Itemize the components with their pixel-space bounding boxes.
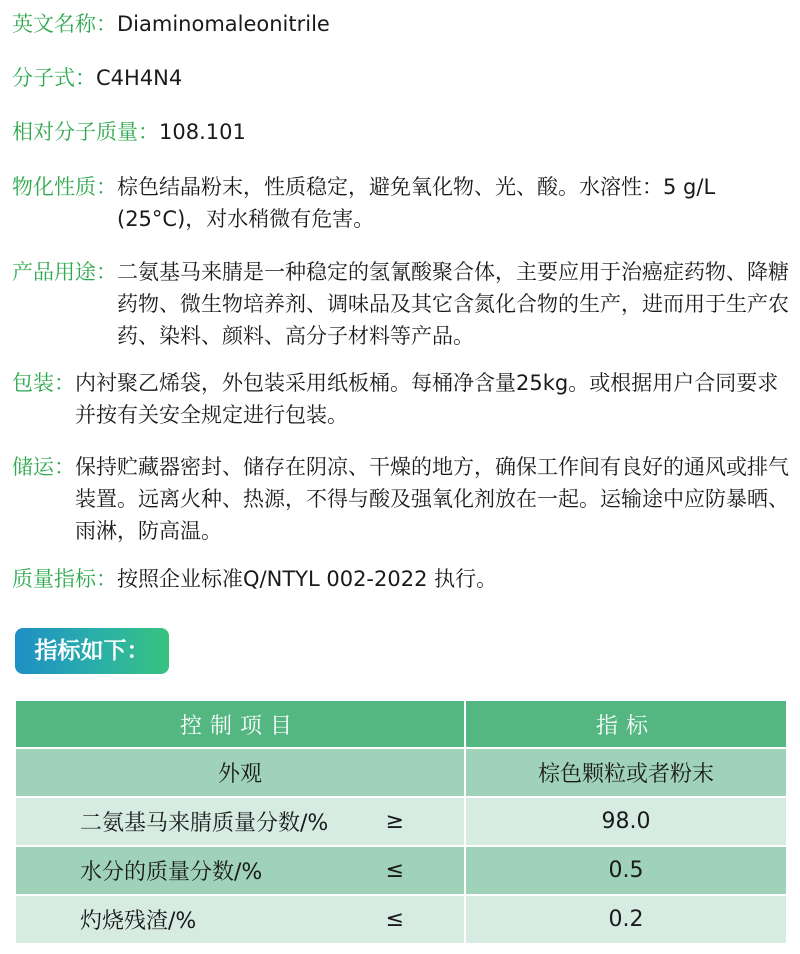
info-value: C4H4N4 bbox=[96, 66, 183, 90]
info-label: 物化性质： bbox=[12, 175, 117, 199]
row-operator: ≥ bbox=[385, 809, 404, 834]
table-row bbox=[15, 797, 787, 846]
info-packaging bbox=[12, 367, 790, 431]
table-row bbox=[15, 748, 787, 797]
info-label: 英文名称： bbox=[12, 12, 117, 36]
info-english-name bbox=[12, 8, 790, 40]
table-row bbox=[15, 846, 787, 895]
info-value: 按照企业标准Q/NTYL 002-2022 执行。 bbox=[117, 567, 498, 591]
row-item: 水分的质量分数/% bbox=[80, 860, 263, 885]
row-item: 外观 bbox=[15, 748, 465, 797]
row-operator: ≤ bbox=[385, 858, 404, 883]
header-control-item: 控制项目 bbox=[15, 700, 465, 748]
table-row bbox=[15, 895, 787, 944]
row-value: 98.0 bbox=[465, 797, 787, 846]
spec-banner: 指标如下： bbox=[15, 628, 169, 674]
info-value: 108.101 bbox=[159, 120, 246, 144]
info-label: 产品用途： bbox=[12, 260, 117, 284]
spec-table-header bbox=[15, 700, 787, 748]
info-value: 内衬聚乙烯袋，外包装采用纸板桶。每桶净含量25kg。或根据用户合同要求并按有关安全规定进行包装。 bbox=[75, 371, 779, 427]
info-quality-standard bbox=[12, 563, 790, 595]
info-value: 二氨基马来腈是一种稳定的氢氰酸聚合体，主要应用于治癌症药物、降糖药物、微生物培养剂、调味品及其它含氮化合物的生产，进而用于生产农药、染料、颜料、高分子材料等产品。 bbox=[117, 260, 789, 348]
info-molecular-weight bbox=[12, 116, 790, 148]
header-indicator: 指标 bbox=[465, 700, 787, 748]
info-applications bbox=[12, 256, 790, 352]
row-value: 0.5 bbox=[465, 846, 787, 895]
info-storage bbox=[12, 451, 790, 547]
info-formula bbox=[12, 62, 790, 94]
info-label: 质量指标： bbox=[12, 567, 117, 591]
row-item: 灼烧残渣/% bbox=[80, 909, 197, 934]
info-label: 包装： bbox=[12, 371, 75, 395]
info-value: Diaminomaleonitrile bbox=[117, 12, 330, 36]
spec-table bbox=[14, 699, 788, 945]
info-value: 棕色结晶粉末，性质稳定，避免氧化物、光、酸。水溶性：5 g/L (25°C)，对水稍微有危害。 bbox=[117, 175, 716, 231]
info-label: 储运： bbox=[12, 455, 75, 479]
row-value: 棕色颗粒或者粉末 bbox=[465, 748, 787, 797]
info-label: 相对分子质量： bbox=[12, 120, 159, 144]
info-label: 分子式： bbox=[12, 66, 96, 90]
info-properties bbox=[12, 171, 790, 235]
row-value: 0.2 bbox=[465, 895, 787, 944]
row-operator: ≤ bbox=[385, 907, 404, 932]
info-value: 保持贮藏器密封、储存在阴凉、干燥的地方，确保工作间有良好的通风或排气装置。远离火种、热源，不得与酸及强氧化剂放在一起。运输途中应防暴晒、雨淋，防高温。 bbox=[75, 455, 789, 543]
row-item: 二氨基马来腈质量分数/% bbox=[80, 811, 329, 836]
